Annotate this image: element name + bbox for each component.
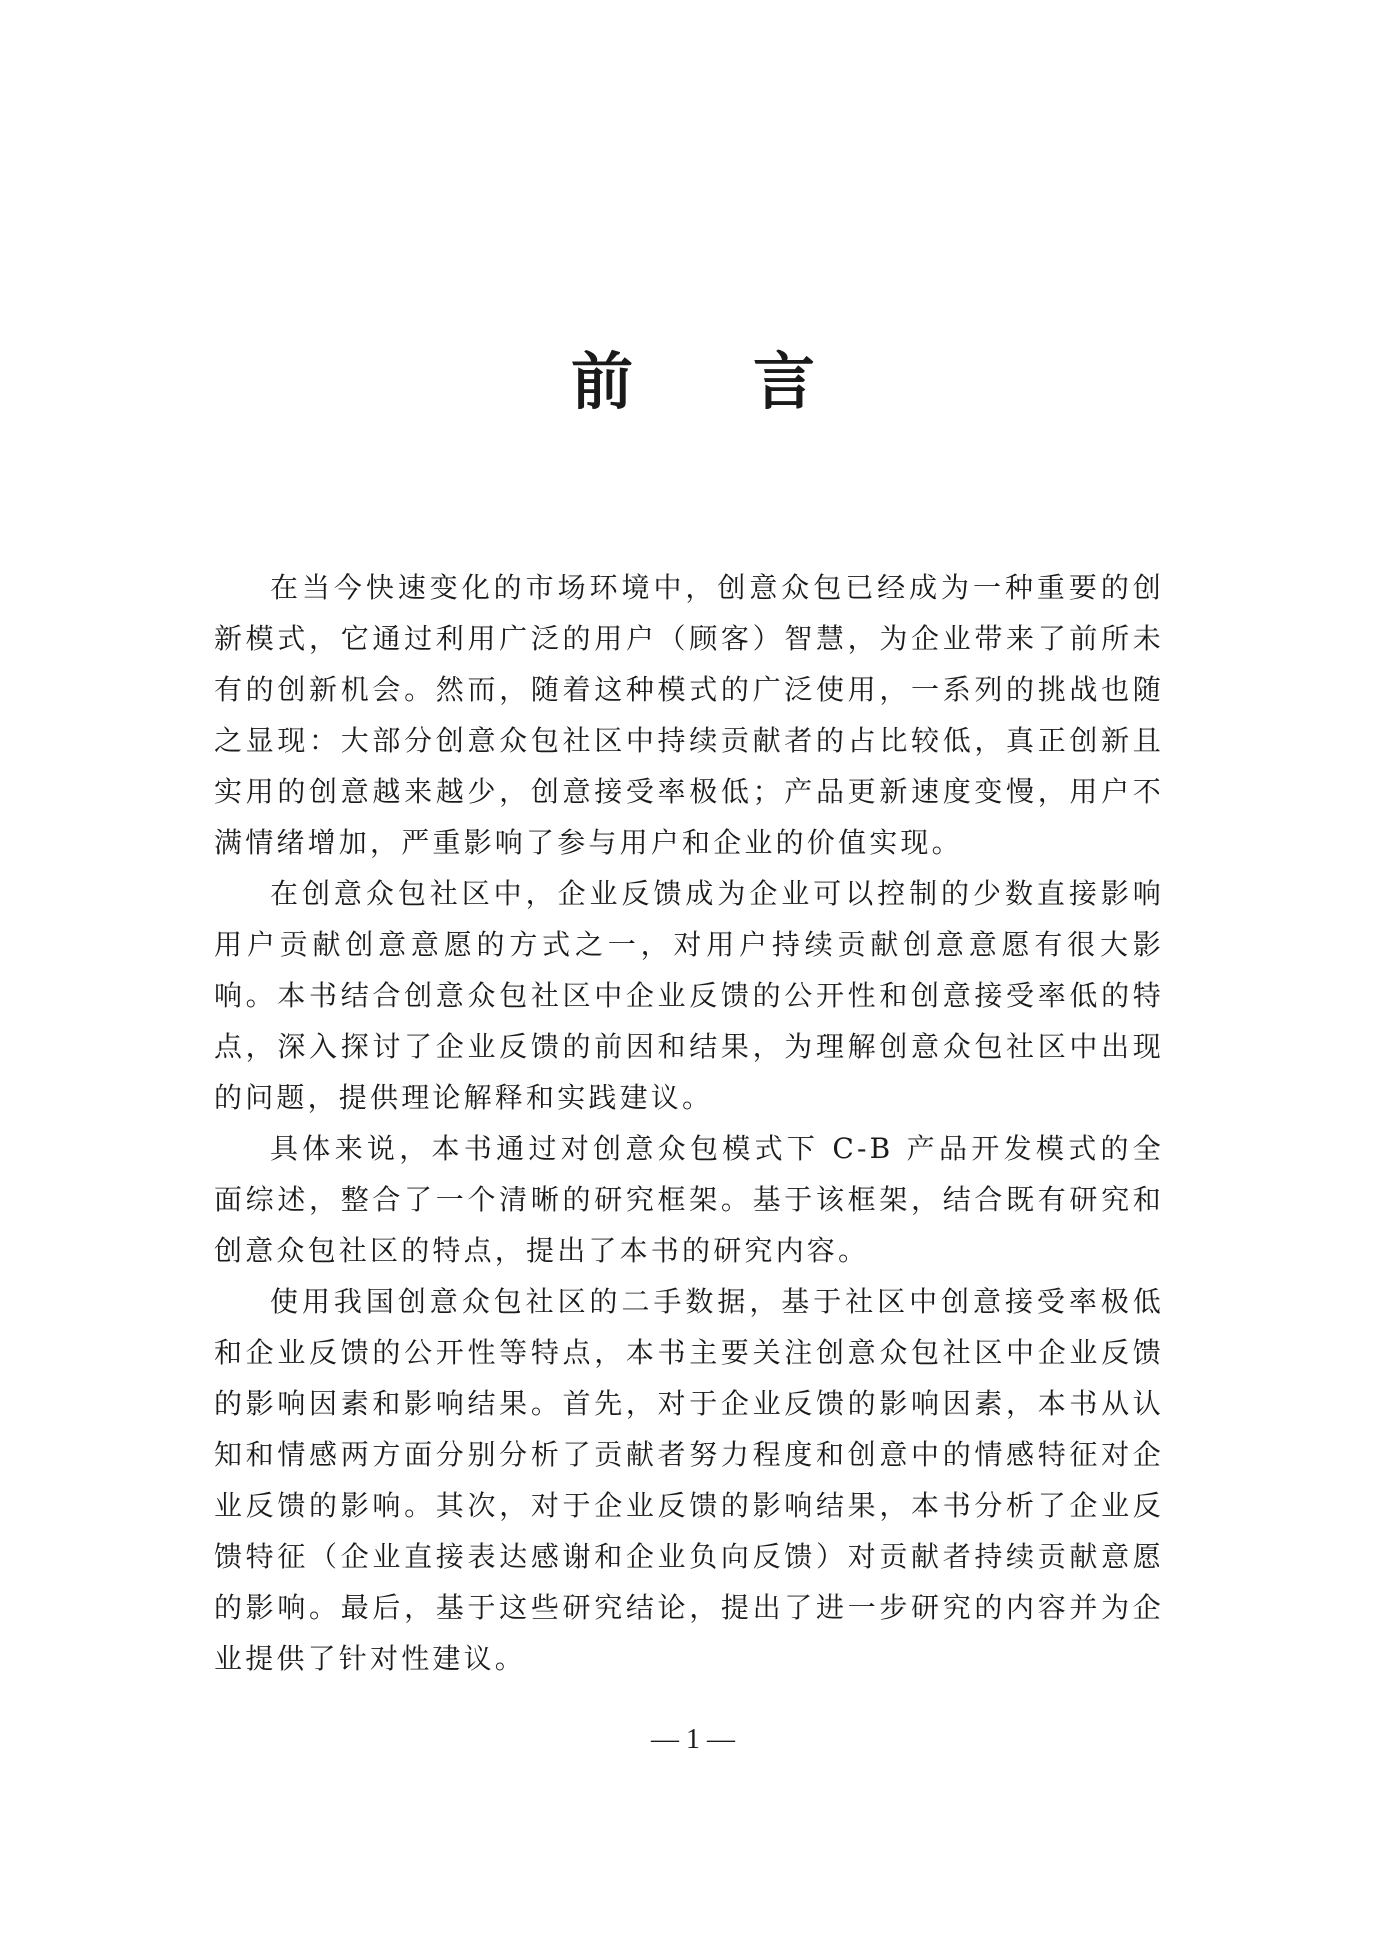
paragraph-2: 在创意众包社区中，企业反馈成为企业可以控制的少数直接影响用户贡献创意意愿的方式之一，对用户持续贡献创意意愿有很大影响。本书结合创意众包社区中企业反馈的公开性和创意接受率低的特点，深入探讨了企业反馈的前因和结果，为理解创意众包社区中出现的问题，提供理论解释和实践建议。 [214, 877, 1164, 1114]
paragraph-3: 具体来说，本书通过对创意众包模式下 C-B 产品开发模式的全面综述，整合了一个清晰的研究框架。基于该框架，结合既有研究和创意众包社区的特点，提出了本书的研究内容。 [214, 1132, 1164, 1267]
page-number: — 1 — [651, 1724, 735, 1755]
paragraph-4: 使用我国创意众包社区的二手数据，基于社区中创意接受率极低和企业反馈的公开性等特点，本书主要关注创意众包社区中企业反馈的影响因素和影响结果。首先，对于企业反馈的影响因素，本书从认知和情感两方面分别分析了贡献者努力程度和创意中的情感特征对企业反馈的影响。其次，对于企业反馈的影响结果，本书分析了企业反馈特征（企业直接表达感谢和企业负向反馈）对贡献者持续贡献意愿的影响。最后，基于这些研究结论，提出了进一步研究的内容并为企业提供了针对性建议。 [214, 1285, 1164, 1675]
paragraph-1: 在当今快速变化的市场环境中，创意众包已经成为一种重要的创新模式，它通过利用广泛的用户（顾客）智慧，为企业带来了前所未有的创新机会。然而，随着这种模式的广泛使用，一系列的挑战也随之显现：大部分创意众包社区中持续贡献者的占比较低，真正创新且实用的创意越来越少，创意接受率极低；产品更新速度变慢，用户不满情绪增加，严重影响了参与用户和企业的价值实现。 [214, 571, 1164, 859]
page-title: 前言 [570, 345, 935, 418]
body-text [214, 562, 1164, 1684]
